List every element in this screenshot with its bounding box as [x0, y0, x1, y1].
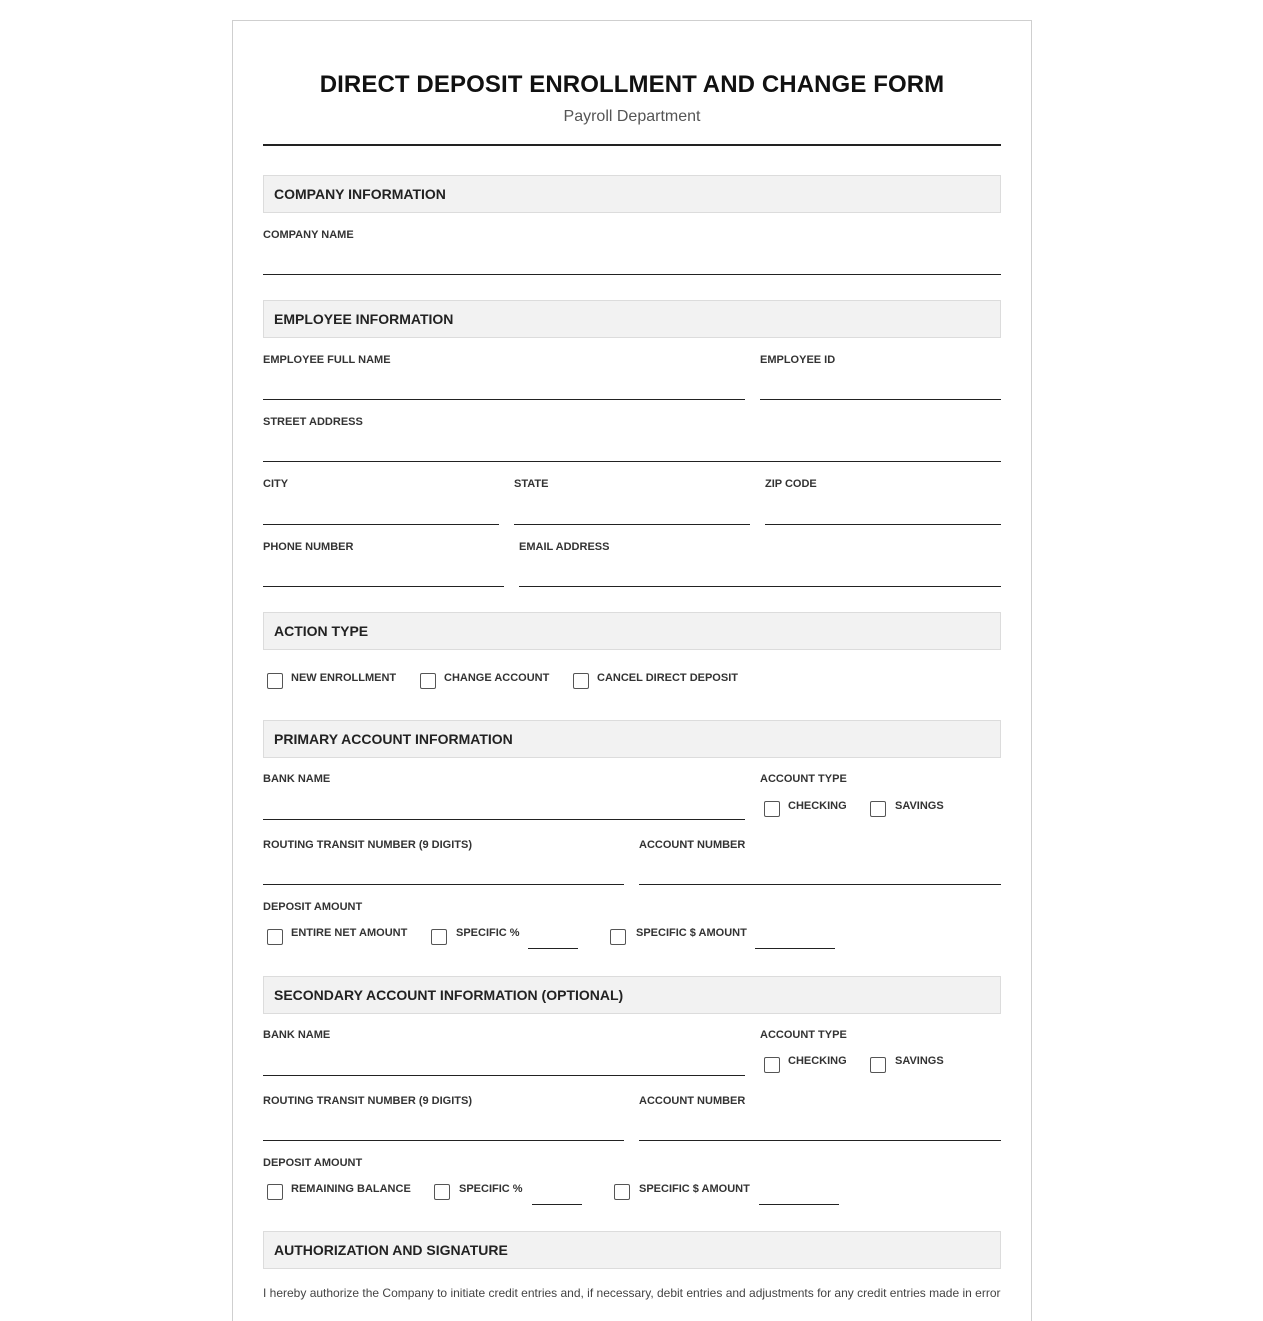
secondary-specific-percent-checkbox[interactable]: [434, 1184, 450, 1200]
secondary-routing-label: ROUTING TRANSIT NUMBER (9 DIGITS): [263, 1095, 472, 1107]
primary-specific-amount-label: SPECIFIC $ AMOUNT: [636, 927, 747, 939]
primary-account-number-label: ACCOUNT NUMBER: [639, 839, 746, 851]
section-title: EMPLOYEE INFORMATION: [274, 311, 454, 327]
secondary-savings-label: SAVINGS: [895, 1055, 944, 1067]
zip-code-label: ZIP CODE: [765, 478, 817, 490]
phone-number-label: PHONE NUMBER: [263, 541, 354, 553]
secondary-checking-checkbox[interactable]: [764, 1057, 780, 1073]
section-title: PRIMARY ACCOUNT INFORMATION: [274, 731, 513, 747]
primary-routing-label: ROUTING TRANSIT NUMBER (9 DIGITS): [263, 839, 472, 851]
secondary-account-number-label: ACCOUNT NUMBER: [639, 1095, 746, 1107]
zip-code-field[interactable]: [765, 524, 1001, 525]
primary-specific-amount-field[interactable]: [755, 948, 835, 949]
primary-savings-label: SAVINGS: [895, 800, 944, 812]
email-address-label: EMAIL ADDRESS: [519, 541, 610, 553]
primary-specific-percent-field[interactable]: [528, 948, 578, 949]
form-title: DIRECT DEPOSIT ENROLLMENT AND CHANGE FORM: [319, 71, 945, 98]
primary-account-type-label: ACCOUNT TYPE: [760, 773, 847, 785]
cancel-direct-deposit-checkbox[interactable]: [573, 673, 589, 689]
change-account-label: CHANGE ACCOUNT: [444, 672, 550, 684]
employee-id-label: EMPLOYEE ID: [760, 354, 836, 366]
secondary-bank-name-label: BANK NAME: [263, 1029, 331, 1041]
city-field[interactable]: [263, 524, 499, 525]
street-address-field[interactable]: [263, 461, 1001, 462]
secondary-account-type-label: ACCOUNT TYPE: [760, 1029, 847, 1041]
new-enrollment-label: NEW ENROLLMENT: [291, 672, 397, 684]
primary-checking-checkbox[interactable]: [764, 801, 780, 817]
secondary-deposit-amount-label: DEPOSIT AMOUNT: [263, 1157, 363, 1169]
secondary-specific-amount-field[interactable]: [759, 1204, 839, 1205]
form-subtitle: Payroll Department: [563, 108, 701, 125]
primary-account-number-field[interactable]: [639, 884, 1001, 885]
authorization-text: I hereby authorize the Company to initiate credit entries and, if necessary, debit entries and adjustments for any credit entries made in error: [263, 1286, 1001, 1300]
primary-checking-label: CHECKING: [788, 800, 847, 812]
primary-routing-field[interactable]: [263, 884, 624, 885]
remaining-balance-checkbox[interactable]: [267, 1184, 283, 1200]
secondary-routing-field[interactable]: [263, 1140, 624, 1141]
form-page: [232, 20, 1032, 1321]
remaining-balance-label: REMAINING BALANCE: [291, 1183, 411, 1195]
phone-number-field[interactable]: [263, 586, 504, 587]
section-authorization: [263, 1231, 1001, 1269]
employee-id-field[interactable]: [760, 399, 1001, 400]
state-field[interactable]: [514, 524, 750, 525]
section-primary-account: [263, 720, 1001, 758]
secondary-specific-percent-field[interactable]: [532, 1204, 582, 1205]
section-title: SECONDARY ACCOUNT INFORMATION (OPTIONAL): [274, 987, 624, 1003]
secondary-specific-percent-label: SPECIFIC %: [459, 1183, 523, 1195]
state-label: STATE: [514, 478, 549, 490]
section-title: COMPANY INFORMATION: [274, 186, 446, 202]
primary-bank-name-label: BANK NAME: [263, 773, 331, 785]
entire-net-amount-label: ENTIRE NET AMOUNT: [291, 927, 408, 939]
primary-bank-name-field[interactable]: [263, 819, 745, 820]
section-action-type: [263, 612, 1001, 650]
new-enrollment-checkbox[interactable]: [267, 673, 283, 689]
company-name-label: COMPANY NAME: [263, 229, 354, 241]
secondary-specific-amount-checkbox[interactable]: [614, 1184, 630, 1200]
primary-specific-percent-checkbox[interactable]: [431, 929, 447, 945]
secondary-checking-label: CHECKING: [788, 1055, 847, 1067]
section-company-information: [263, 175, 1001, 213]
city-label: CITY: [263, 478, 289, 490]
section-title: AUTHORIZATION AND SIGNATURE: [274, 1242, 508, 1258]
entire-net-amount-checkbox[interactable]: [267, 929, 283, 945]
employee-full-name-field[interactable]: [263, 399, 745, 400]
company-name-field[interactable]: [263, 274, 1001, 275]
secondary-specific-amount-label: SPECIFIC $ AMOUNT: [639, 1183, 750, 1195]
section-secondary-account: [263, 976, 1001, 1014]
secondary-bank-name-field[interactable]: [263, 1075, 745, 1076]
employee-full-name-label: EMPLOYEE FULL NAME: [263, 354, 391, 366]
section-title: ACTION TYPE: [274, 623, 369, 639]
primary-specific-amount-checkbox[interactable]: [610, 929, 626, 945]
primary-specific-percent-label: SPECIFIC %: [456, 927, 520, 939]
street-address-label: STREET ADDRESS: [263, 416, 363, 428]
section-employee-information: [263, 300, 1001, 338]
title-divider: [263, 144, 1001, 146]
secondary-savings-checkbox[interactable]: [870, 1057, 886, 1073]
cancel-direct-deposit-label: CANCEL DIRECT DEPOSIT: [597, 672, 738, 684]
secondary-account-number-field[interactable]: [639, 1140, 1001, 1141]
email-address-field[interactable]: [519, 586, 1001, 587]
change-account-checkbox[interactable]: [420, 673, 436, 689]
primary-savings-checkbox[interactable]: [870, 801, 886, 817]
primary-deposit-amount-label: DEPOSIT AMOUNT: [263, 901, 363, 913]
